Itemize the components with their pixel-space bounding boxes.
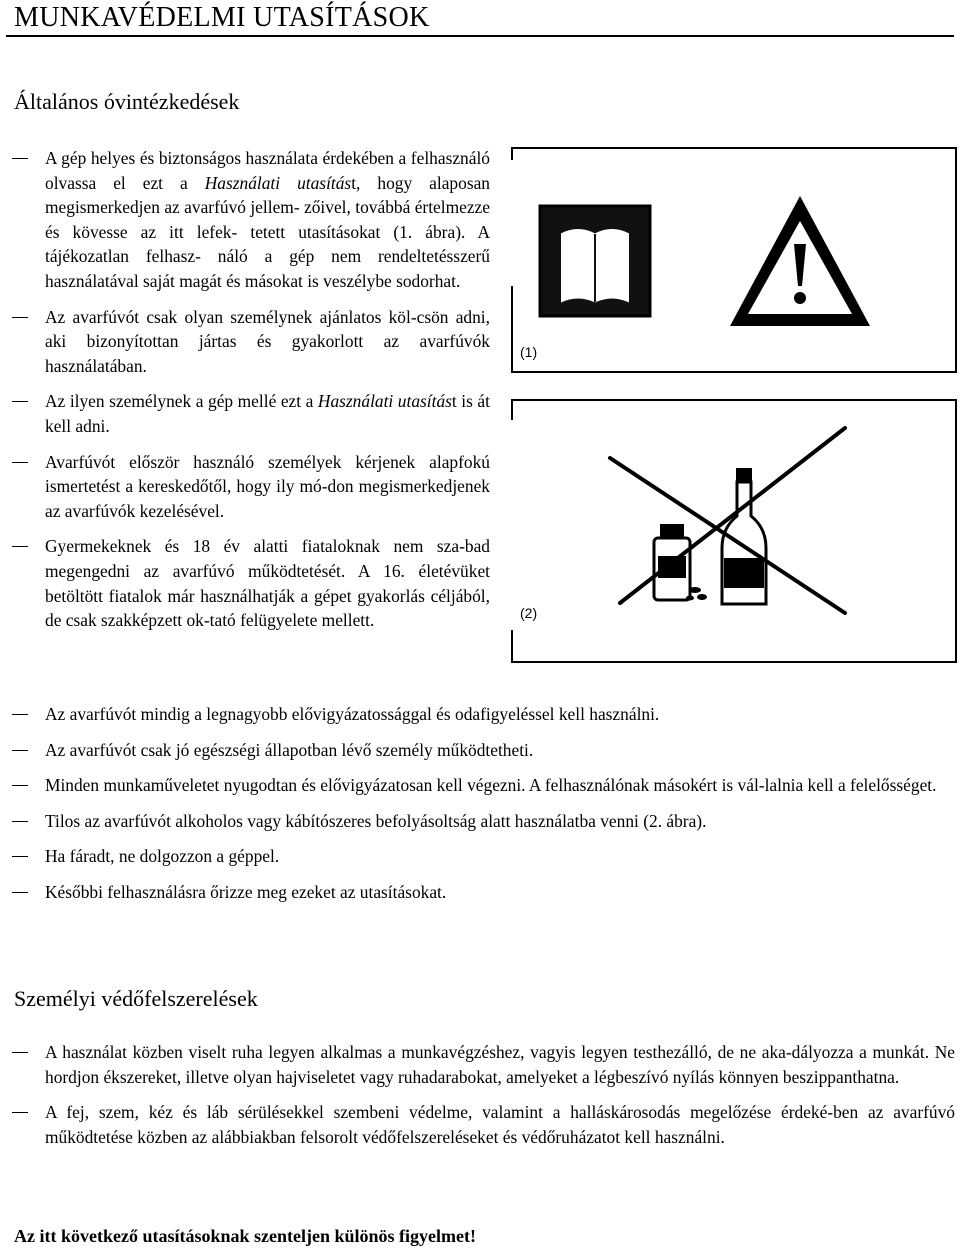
list-item: Az ilyen személynek a gép mellé ezt a Használati utasítást is át kell adni. bbox=[0, 389, 490, 438]
ppe-list bbox=[0, 1040, 955, 1149]
figure-2-label: (2) bbox=[520, 605, 538, 621]
list-item: Gyermekeknek és 18 év alatti fiataloknak nem sza-bad megengedni az avarfúvó működtetését. A 16. életévüket betöltött fiatalok már használhatják a gépet gyakorlás céljából, de csak szakképzett ok-tató felügyelete mellett. bbox=[0, 534, 490, 632]
figure-2-drawing bbox=[510, 398, 958, 666]
list-item: Az avarfúvót mindig a legnagyobb elővigyázatossággal és odafigyeléssel kell használni. bbox=[0, 702, 955, 727]
dash-bullet bbox=[12, 750, 28, 751]
dash-bullet bbox=[12, 785, 28, 786]
dash-bullet bbox=[12, 158, 28, 159]
figure-1-read-manual bbox=[510, 146, 958, 376]
dash-bullet bbox=[12, 821, 28, 822]
dash-bullet bbox=[12, 546, 28, 547]
list-item: Tilos az avarfúvót alkoholos vagy kábítószeres befolyásoltság alatt használatba venni (2. ábra). bbox=[0, 809, 955, 834]
list-item: A gép helyes és biztonságos használata érdekében a felhasználó olvassa el ezt a Használati utasítást, hogy alaposan megismerkedjen az avarfúvó jellem- zőivel, továbbá értelmezze és kövesse az itt lefek- tetett utasításokat (1. ábra). A tájékozatlan felhasz- náló a gép nem rendeltetésszerű használatával saját magát és másokat is veszélybe sodorhat. bbox=[0, 146, 490, 294]
title-divider bbox=[6, 35, 954, 37]
list-item: Az avarfúvót csak olyan személynek ajánlatos köl-csön adni, aki bizonyítottan jártas és gyakorlott az avarfúvók használatában. bbox=[0, 305, 490, 379]
figure-2-no-alcohol bbox=[510, 398, 958, 666]
dash-bullet bbox=[12, 1052, 28, 1053]
footer-note: Az itt következő utasításoknak szenteljen különös figyelmet! bbox=[14, 1226, 476, 1246]
dash-bullet bbox=[12, 714, 28, 715]
list-item: Az avarfúvót csak jó egészségi állapotban lévő személy működtetheti. bbox=[0, 738, 955, 763]
list-item: Későbbi felhasználásra őrizze meg ezeket az utasításokat. bbox=[0, 880, 955, 905]
general-precautions-list-narrow bbox=[0, 146, 490, 633]
warning-triangle-icon bbox=[730, 196, 870, 326]
list-item: Minden munkaműveletet nyugodtan és elővigyázatosan kell végezni. A felhasználónak másokért is vál-lalnia kell a felelősséget. bbox=[0, 773, 955, 798]
figure-1-drawing bbox=[510, 146, 958, 376]
open-book-icon bbox=[540, 206, 650, 316]
section-heading-personal-protective-equipment: Személyi védőfelszerelések bbox=[14, 986, 258, 1011]
dash-bullet bbox=[12, 1112, 28, 1113]
dash-bullet bbox=[12, 892, 28, 893]
figure-1-label: (1) bbox=[520, 344, 538, 360]
list-item: A használat közben viselt ruha legyen alkalmas a munkavégzéshez, vagyis legyen testhezálló, de ne aka-dályozza a munkát. Ne hordjon ékszereket, illetve olyan hajviseletet vagy ruhadarabokat, amelyeket a légbeszívó nyílás könnyen beszippanthatna. bbox=[0, 1040, 955, 1089]
page-title: MUNKAVÉDELMI UTASÍTÁSOK bbox=[14, 2, 430, 33]
list-item: Ha fáradt, ne dolgozzon a géppel. bbox=[0, 844, 955, 869]
dash-bullet bbox=[12, 401, 28, 402]
dash-bullet bbox=[12, 462, 28, 463]
list-item: Avarfúvót először használó személyek kérjenek alapfokú ismertetést a kereskedőtől, hogy ily mó-don megismerkedjenek az avarfúvók kezelésével. bbox=[0, 450, 490, 524]
list-item: A fej, szem, kéz és láb sérülésekkel szembeni védelme, valamint a halláskárosodás megelőzése érdeké-ben az avarfúvó működtetése közben az alábbiakban felsorolt védőfelszereléseket és védőruházatot kell használni. bbox=[0, 1100, 955, 1149]
section-heading-general-precautions: Általános óvintézkedések bbox=[14, 89, 240, 114]
dash-bullet bbox=[12, 317, 28, 318]
general-precautions-list-full bbox=[0, 702, 955, 905]
dash-bullet bbox=[12, 856, 28, 857]
